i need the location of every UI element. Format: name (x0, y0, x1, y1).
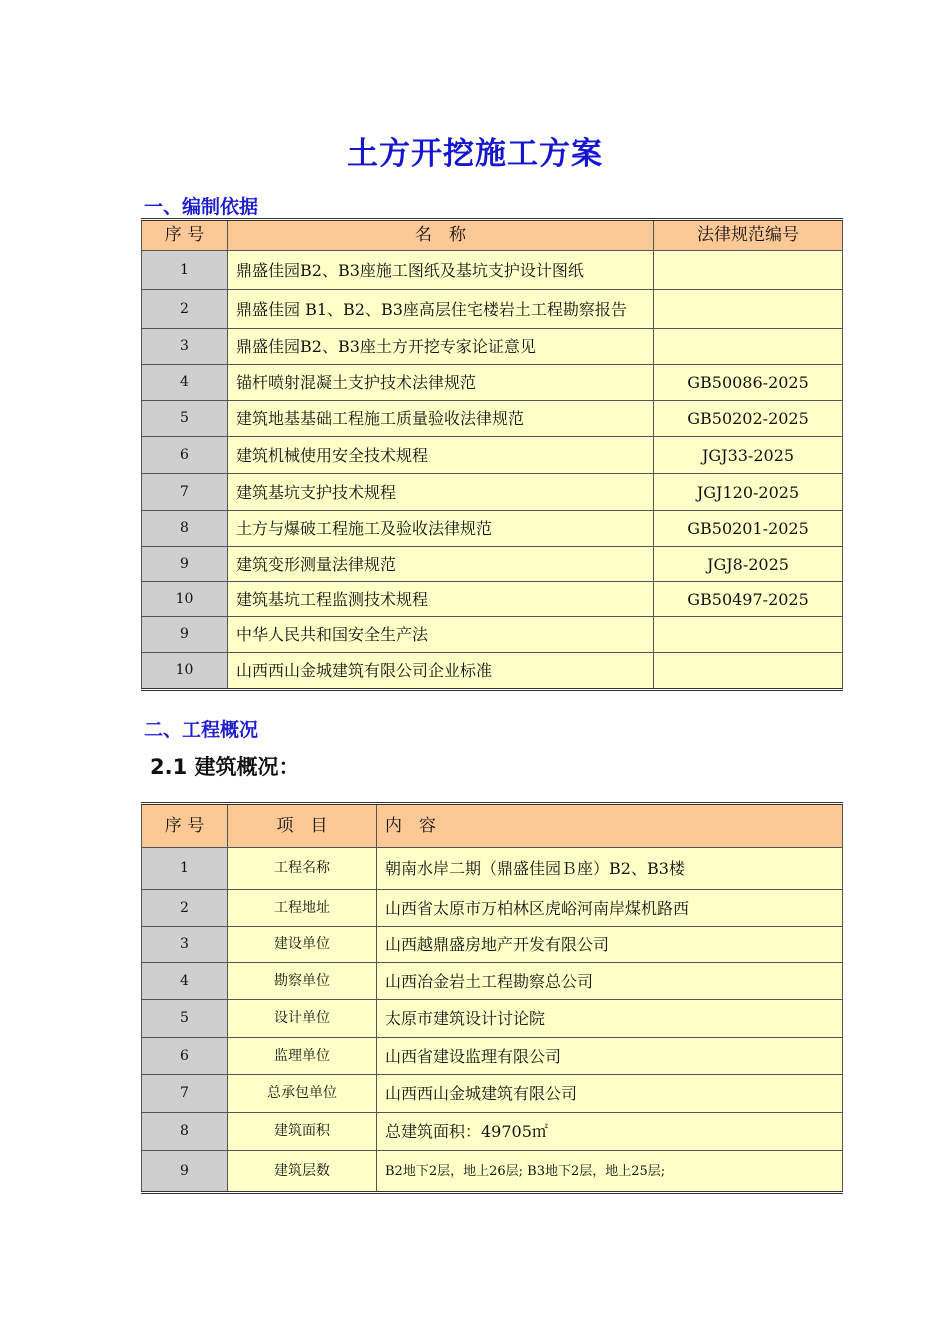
row-seq: 9 (142, 547, 228, 582)
row-item: 工程地址 (228, 890, 377, 927)
table-row (142, 437, 843, 474)
row-seq: 10 (142, 653, 228, 690)
row-code (654, 251, 843, 290)
table-row (142, 290, 843, 329)
section-heading-overview: 二、工程概况 (144, 719, 259, 741)
row-seq: 5 (142, 401, 228, 437)
row-seq: 8 (142, 1113, 228, 1151)
row-name: 山西西山金城建筑有限公司企业标准 (228, 653, 654, 690)
table-row (142, 474, 843, 511)
table-row (142, 511, 843, 547)
row-seq: 4 (142, 365, 228, 401)
table-row (142, 1113, 843, 1151)
row-code: JGJ120-2025 (654, 474, 843, 511)
row-seq: 10 (142, 582, 228, 617)
row-seq: 9 (142, 617, 228, 653)
row-code (654, 617, 843, 653)
row-content: 太原市建筑设计讨论院 (377, 1000, 843, 1038)
row-name: 锚杆喷射混凝土支护技术法律规范 (228, 365, 654, 401)
row-content: 山西省太原市万柏林区虎峪河南岸煤机路西 (377, 890, 843, 927)
row-code: GB50201-2025 (654, 511, 843, 547)
table-header-row (142, 220, 843, 251)
table-header-row (142, 804, 843, 848)
row-content: B2地下2层，地上26层; B3地下2层，地上25层; (377, 1151, 843, 1193)
row-content: 山西冶金岩土工程勘察总公司 (377, 963, 843, 1000)
subheading-building-overview: 2.1 建筑概况： (150, 755, 300, 779)
row-code: GB50202-2025 (654, 401, 843, 437)
table-row (142, 365, 843, 401)
table-row (142, 547, 843, 582)
column-header-name: 名 称 (228, 220, 654, 251)
table-row (142, 848, 843, 890)
row-code (654, 290, 843, 329)
row-seq: 8 (142, 511, 228, 547)
section-heading-basis: 一、编制依据 (144, 196, 259, 218)
basis-table (141, 218, 843, 691)
row-seq: 3 (142, 927, 228, 963)
row-code (654, 653, 843, 690)
row-item: 建设单位 (228, 927, 377, 963)
row-seq: 1 (142, 251, 228, 290)
table-row (142, 890, 843, 927)
table-row (142, 963, 843, 1000)
row-seq: 5 (142, 1000, 228, 1038)
table-row (142, 927, 843, 963)
row-item: 设计单位 (228, 1000, 377, 1038)
row-name: 建筑机械使用安全技术规程 (228, 437, 654, 474)
row-item: 工程名称 (228, 848, 377, 890)
row-seq: 2 (142, 290, 228, 329)
column-header-seq: 序 号 (142, 220, 228, 251)
table-row (142, 401, 843, 437)
row-name: 鼎盛佳园B2、B3座施工图纸及基坑支护设计图纸 (228, 251, 654, 290)
row-name: 中华人民共和国安全生产法 (228, 617, 654, 653)
row-code (654, 329, 843, 365)
row-seq: 1 (142, 848, 228, 890)
table-row (142, 1000, 843, 1038)
row-content: 山西西山金城建筑有限公司 (377, 1075, 843, 1113)
row-seq: 7 (142, 1075, 228, 1113)
row-item: 建筑面积 (228, 1113, 377, 1151)
row-name: 鼎盛佳园 B1、B2、B3座高层住宅楼岩土工程勘察报告 (228, 290, 654, 329)
table-row (142, 582, 843, 617)
column-header-item: 项 目 (228, 804, 377, 848)
row-seq: 7 (142, 474, 228, 511)
row-seq: 6 (142, 437, 228, 474)
document-title: 土方开挖施工方案 (347, 136, 603, 172)
row-name: 建筑地基基础工程施工质量验收法律规范 (228, 401, 654, 437)
row-name: 建筑基坑支护技术规程 (228, 474, 654, 511)
row-seq: 4 (142, 963, 228, 1000)
row-seq: 3 (142, 329, 228, 365)
row-item: 建筑层数 (228, 1151, 377, 1193)
building-overview-table (141, 802, 843, 1194)
row-name: 建筑变形测量法律规范 (228, 547, 654, 582)
row-item: 总承包单位 (228, 1075, 377, 1113)
row-content: 总建筑面积：49705㎡ (377, 1113, 843, 1151)
table-row (142, 251, 843, 290)
row-code: GB50497-2025 (654, 582, 843, 617)
row-name: 鼎盛佳园B2、B3座土方开挖专家论证意见 (228, 329, 654, 365)
table-row (142, 653, 843, 690)
table-row (142, 1151, 843, 1193)
column-header-content: 内 容 (377, 804, 843, 848)
table-row (142, 1038, 843, 1075)
row-content: 山西省建设监理有限公司 (377, 1038, 843, 1075)
row-name: 建筑基坑工程监测技术规程 (228, 582, 654, 617)
row-code: JGJ33-2025 (654, 437, 843, 474)
table-row (142, 617, 843, 653)
row-seq: 2 (142, 890, 228, 927)
column-header-seq: 序 号 (142, 804, 228, 848)
row-name: 土方与爆破工程施工及验收法律规范 (228, 511, 654, 547)
row-item: 监理单位 (228, 1038, 377, 1075)
column-header-code: 法律规范编号 (654, 220, 843, 251)
row-content: 山西越鼎盛房地产开发有限公司 (377, 927, 843, 963)
row-seq: 9 (142, 1151, 228, 1193)
row-code: GB50086-2025 (654, 365, 843, 401)
table-row (142, 329, 843, 365)
row-item: 勘察单位 (228, 963, 377, 1000)
row-code: JGJ8-2025 (654, 547, 843, 582)
row-content: 朝南水岸二期（鼎盛佳园Ｂ座）B2、B3楼 (377, 848, 843, 890)
row-seq: 6 (142, 1038, 228, 1075)
table-row (142, 1075, 843, 1113)
